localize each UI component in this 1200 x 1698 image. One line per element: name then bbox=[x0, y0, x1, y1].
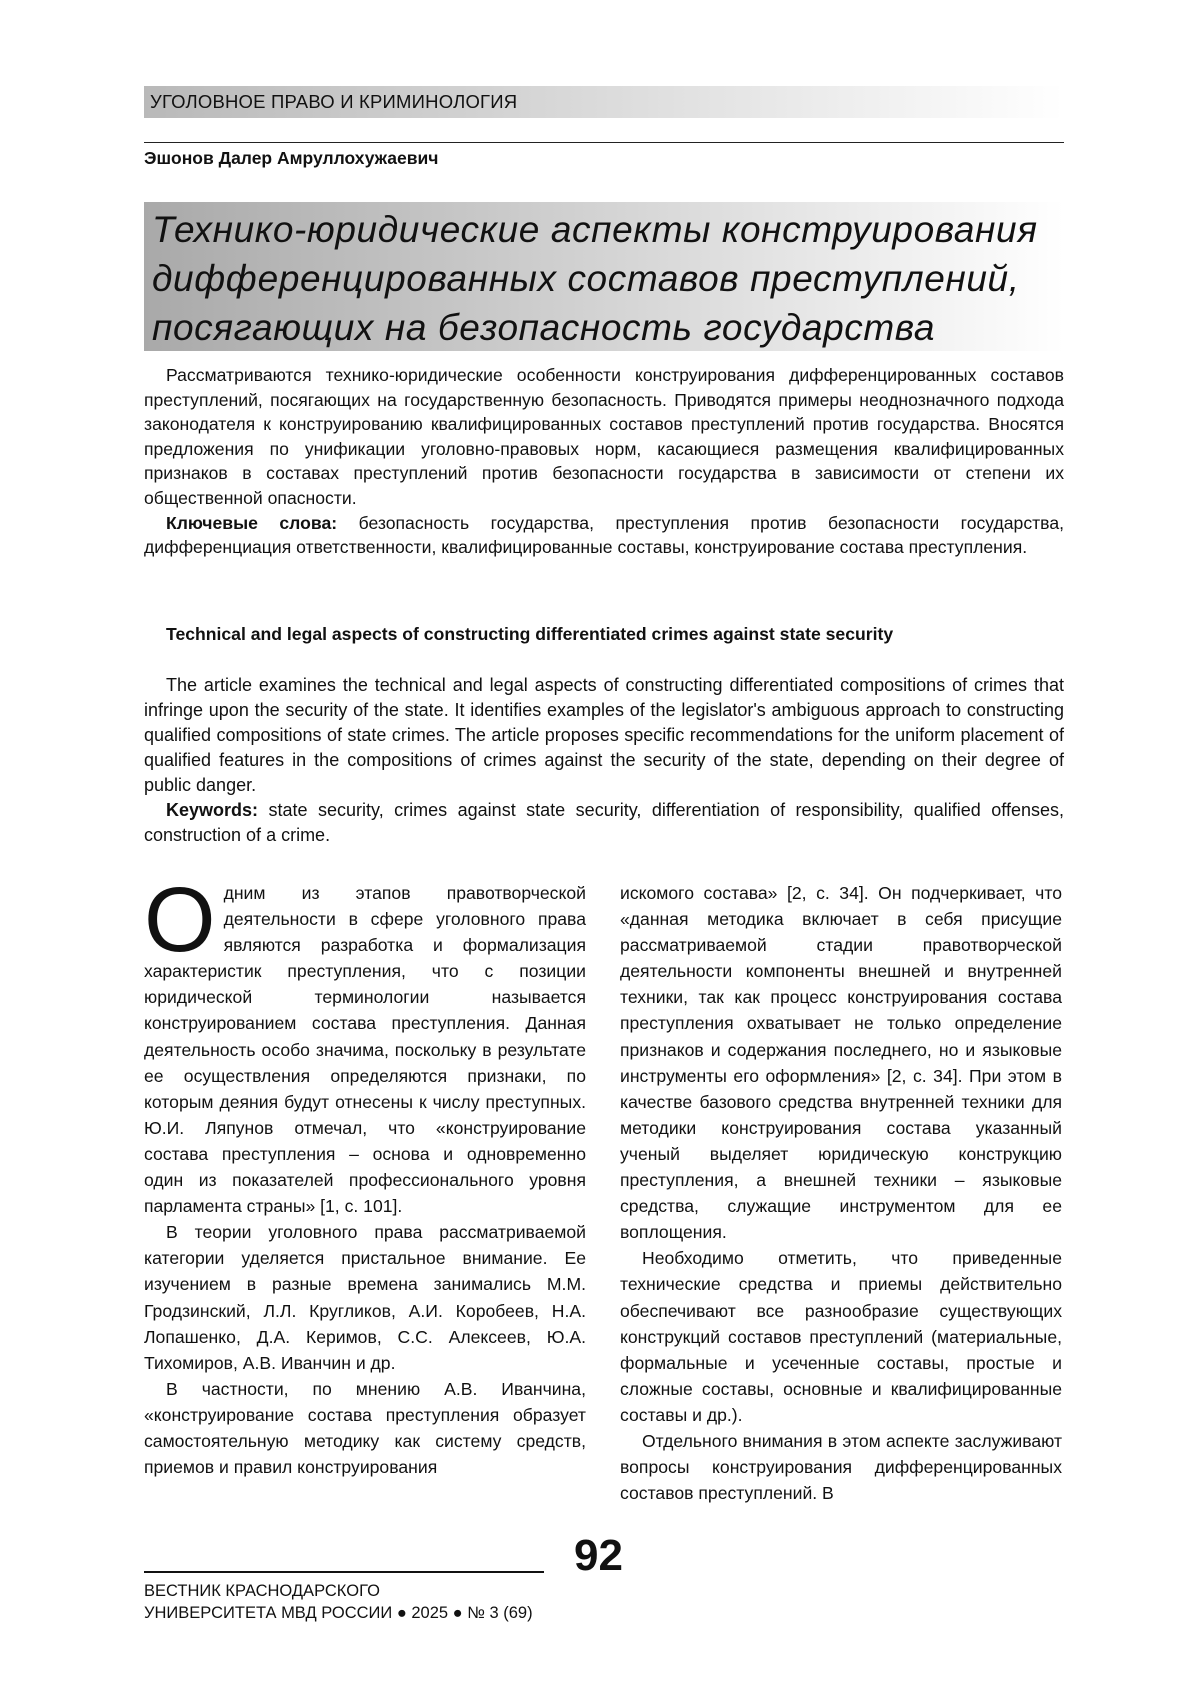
page-number: 92 bbox=[574, 1531, 623, 1580]
body-paragraph-text: дним из этапов правотворческой деятельности в сфере уголовного права являются разработка и формализация характеристик преступления, что с позиции юридической терминологии называется конструированием состава преступления. Данная деятельность особо значима, поскольку в результате ее осуществления определяются признаки, по которым деяния будут отнесены к числу преступных. Ю.И. Ляпунов отмечал, что «конструирование состава преступления – основа и одновременно один из показателей профессионального уровня парламента страны» [1, с. 101]. bbox=[144, 883, 586, 1217]
body-paragraph bbox=[144, 869, 586, 1219]
body-paragraph: Отдельного внимания в этом аспекте заслуживают вопросы конструирования дифференцированных составов преступлений. В bbox=[620, 1430, 1062, 1504]
body-paragraph: В частности, по мнению А.В. Иванчина, «конструирование состава преступления образует самостоятельную методику как систему средств, приемов и правил конструирования bbox=[144, 1378, 586, 1478]
abstract-en-text: The article examines the technical and legal aspects of constructing differentiated compositions of crimes that infringe upon the security of the state. It identifies examples of the legislator's ambiguous approach to constructing qualified compositions of state crimes. The article proposes specific recommendations for the uniform placement of qualified features in the compositions of crimes against the security of the state, depending on their degree of public danger. bbox=[144, 675, 1064, 795]
keywords-en bbox=[144, 798, 1064, 848]
abstract-ru bbox=[144, 363, 1064, 560]
body-paragraph: Необходимо отметить, что приведенные технические средства и приемы действительно обеспечивают все разнообразие существующих конструкций составов преступлений (материальные, формальные и усеченные составы, простые и сложные составы, основные и квалифицированные составы и др.). bbox=[620, 1248, 1062, 1425]
author-name: Эшонов Далер Амруллохужаевич bbox=[144, 148, 439, 168]
keywords-en-label: Keywords: bbox=[166, 800, 259, 820]
keywords-ru-text: безопасность государства, преступления против безопасности государства, дифференциация ответственности, квалифицированные составы, конструирование состава преступления. bbox=[144, 512, 1064, 558]
keywords-ru-label: Ключевые слова: bbox=[166, 512, 338, 533]
article-title: Технико-юридические аспекты конструирования дифференцированных составов преступлений, посягающих на безопасность государства bbox=[152, 209, 1038, 348]
section-header: УГОЛОВНОЕ ПРАВО И КРИМИНОЛОГИЯ bbox=[144, 86, 1064, 118]
journal-line-2: УНИВЕРСИТЕТА МВД РОССИИ ● 2025 ● № 3 (69) bbox=[144, 1604, 533, 1622]
journal-line-1: ВЕСТНИК КРАСНОДАРСКОГО bbox=[144, 1582, 380, 1600]
keywords-ru bbox=[144, 511, 1064, 560]
drop-cap: О bbox=[144, 869, 216, 971]
abstract-ru-text: Рассматриваются технико-юридические особенности конструирования дифференцированных составов преступлений, посягающих на государственную безопасность. Приводятся примеры неоднозначного подхода законодателя к конструированию квалифицированных составов преступлений против государства. Вносятся предложения по унификации уголовно-правовых норм, касающиеся размещения квалифицированных признаков в составах преступлений против безопасности государства в зависимости от степени их общественной опасности. bbox=[144, 365, 1064, 508]
keywords-en-text: state security, crimes against state security, differentiation of responsibility, qualified offenses, construction of a crime. bbox=[144, 800, 1064, 845]
abstract-en bbox=[144, 673, 1064, 848]
journal-name bbox=[144, 1580, 533, 1624]
body-column-left bbox=[144, 869, 586, 1480]
english-title: Technical and legal aspects of constructing differentiated crimes against state security bbox=[166, 624, 894, 644]
footer-rule bbox=[144, 1571, 544, 1573]
body-paragraph: В теории уголовного права рассматриваемой категории уделяется пристальное внимание. Ее изучением в разные времена занимались М.М. Гродзинский, Л.Л. Кругликов, А.И. Коробеев, Н.А. Лопашенко, Д.А. Керимов, С.С. Алексеев, Ю.А. Тихомиров, А.В. Иванчин и др. bbox=[144, 1222, 586, 1373]
body-column-right bbox=[620, 880, 1062, 1506]
header-rule bbox=[144, 142, 1064, 143]
body-paragraph: искомого состава» [2, с. 34]. Он подчеркивает, что «данная методика включает в себя присущие рассматриваемой стадии правотворческой деятельности компоненты внешней и внутренней техники, так как процесс конструирования состава преступления охватывает не только определение признаков и содержания последнего, но и языковые инструменты его оформления» [2, с. 34]. При этом в качестве базового средства внутренней техники для методики конструирования состава указанный ученый выделяет юридическую конструкцию преступления, а внешней техники – языковые средства, служащие инструментом для ее воплощения. bbox=[620, 883, 1062, 1243]
